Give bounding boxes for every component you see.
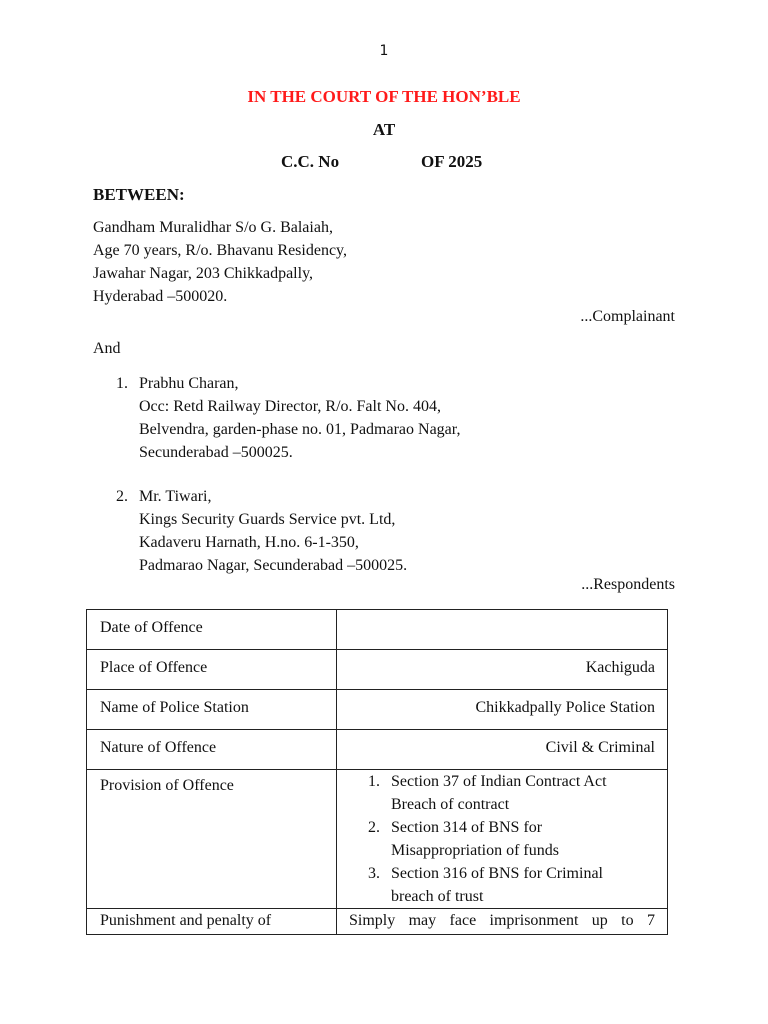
- complainant-line: Age 70 years, R/o. Bhavanu Residency,: [93, 242, 348, 259]
- list-line: Section 37 of Indian Contract Act: [391, 773, 607, 790]
- list-item: [349, 770, 655, 816]
- and-label: And: [93, 340, 121, 357]
- page-number: 1: [379, 43, 389, 59]
- case-year: OF 2025: [421, 152, 483, 171]
- respondent-line: Mr. Tiwari,: [139, 488, 212, 505]
- list-line: Misappropriation of funds: [391, 842, 559, 859]
- row-value: Kachiguda: [337, 650, 668, 690]
- respondent-line: Belvendra, garden-phase no. 01, Padmarao Nagar,: [139, 421, 461, 438]
- at-line: AT: [372, 120, 396, 139]
- respondent-line: Padmarao Nagar, Secunderabad –500025.: [139, 557, 408, 574]
- table-row: [87, 909, 668, 935]
- row-value: [337, 610, 668, 650]
- table-row: [87, 650, 668, 690]
- list-line: Section 316 of BNS for Criminal: [391, 865, 603, 882]
- list-line: Section 314 of BNS for: [391, 819, 543, 836]
- respondents-role: ...Respondents: [581, 576, 675, 593]
- row-value: Simply may face imprisonment up to 7: [337, 909, 668, 935]
- row-label: Nature of Offence: [87, 730, 337, 770]
- provision-list: [349, 770, 655, 908]
- table-row: [87, 730, 668, 770]
- list-number: 1.: [368, 773, 380, 790]
- provision-list-cell: [337, 770, 668, 909]
- complainant-line: Gandham Muralidhar S/o G. Balaiah,: [93, 219, 333, 236]
- list-number: 2.: [368, 819, 380, 836]
- row-label: Place of Offence: [87, 650, 337, 690]
- respondent-line: Secunderabad –500025.: [139, 444, 293, 461]
- list-item: [349, 862, 655, 908]
- respondent-number: 2.: [116, 488, 128, 505]
- respondent-line: Prabhu Charan,: [139, 375, 239, 392]
- offence-details-table: [86, 609, 668, 935]
- respondent-line: Kings Security Guards Service pvt. Ltd,: [139, 511, 396, 528]
- complainant-role: ...Complainant: [580, 308, 675, 325]
- table-row: [87, 610, 668, 650]
- complainant-line: Jawahar Nagar, 203 Chikkadpally,: [93, 265, 314, 282]
- respondent-number: 1.: [116, 375, 128, 392]
- respondent-line: Kadaveru Harnath, H.no. 6-1-350,: [139, 534, 359, 551]
- row-label: Provision of Offence: [87, 770, 337, 909]
- court-title: IN THE COURT OF THE HON’BLE: [247, 87, 521, 106]
- respondent-line: Occ: Retd Railway Director, R/o. Falt No. 404,: [139, 398, 441, 415]
- row-value: Chikkadpally Police Station: [337, 690, 668, 730]
- row-label: Date of Offence: [87, 610, 337, 650]
- case-number-label: C.C. No: [281, 152, 340, 171]
- table-row: [87, 770, 668, 909]
- row-value: Civil & Criminal: [337, 730, 668, 770]
- list-line: breach of trust: [391, 888, 484, 905]
- list-line: Breach of contract: [391, 796, 510, 813]
- between-label: BETWEEN:: [93, 185, 185, 204]
- table-row: [87, 690, 668, 730]
- respondent-address: [139, 485, 407, 577]
- complainant-address: [93, 216, 347, 308]
- respondent-address: [139, 372, 460, 464]
- row-label: Name of Police Station: [87, 690, 337, 730]
- complainant-line: Hyderabad –500020.: [93, 288, 228, 305]
- list-number: 3.: [368, 865, 380, 882]
- row-label: Punishment and penalty of: [87, 909, 337, 935]
- list-item: [349, 816, 655, 862]
